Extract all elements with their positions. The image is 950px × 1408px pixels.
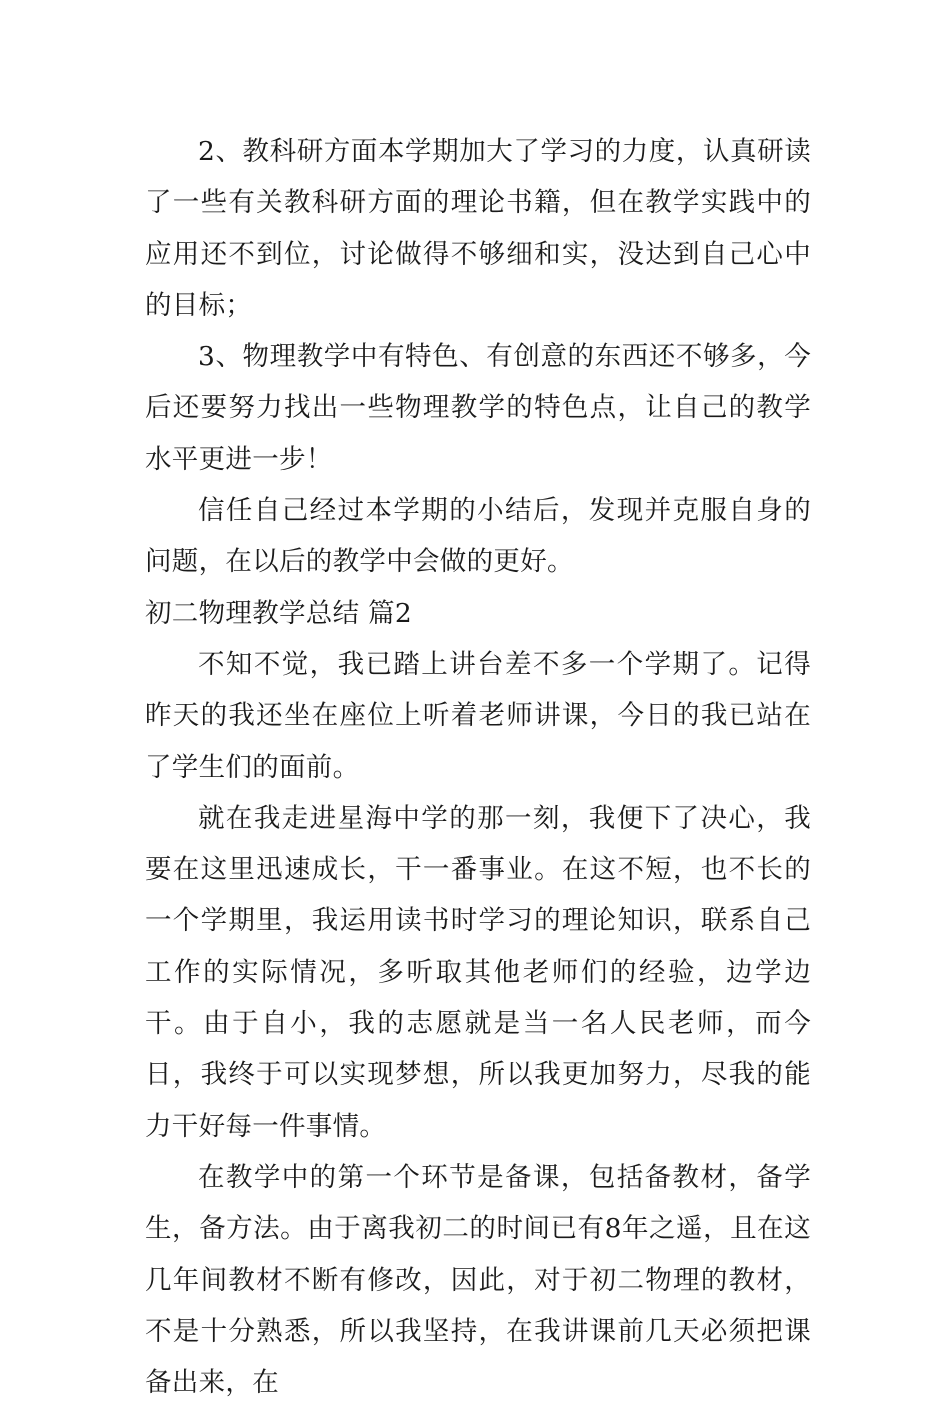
section-heading: 初二物理教学总结 篇2 bbox=[145, 597, 413, 629]
paragraph-resolution: 就在我走进星海中学的那一刻，我便下了决心，我要在这里迅速成长，干一番事业。在这不短，也不长的一个学期里，我运用读书时学习的理论知识，联系自己工作的实际情况，多听取其他老师们的经验，边学边干。由于自小，我的志愿就是当一名人民老师，而今日，我终于可以实现梦想，所以我更加努力，尽我的能力干好每一件事情。 bbox=[145, 802, 811, 1142]
paragraph-physics-features: 3、物理教学中有特色、有创意的东西还不够多，今后还要努力找出一些物理教学的特色点，让自己的教学水平更进一步！ bbox=[145, 341, 811, 475]
document-body bbox=[145, 126, 811, 1408]
paragraph-research: 2、教科研方面本学期加大了学习的力度，认真研读了一些有关教科研方面的理论书籍，但在教学实践中的应用还不到位，讨论做得不够细和实，没达到自己心中的目标； bbox=[145, 136, 811, 321]
paragraph-self-trust: 信任自己经过本学期的小结后，发现并克服自身的问题，在以后的教学中会做的更好。 bbox=[145, 495, 811, 578]
paragraph-first-semester: 不知不觉，我已踏上讲台差不多一个学期了。记得昨天的我还坐在座位上听着老师讲课，今日的我已站在了学生们的面前。 bbox=[145, 648, 811, 783]
paragraph-lesson-prep: 在教学中的第一个环节是备课，包括备教材，备学生，备方法。由于离我初二的时间已有8年之遥，且在这几年间教材不断有修改，因此，对于初二物理的教材，不是十分熟悉，所以我坚持，在我讲课前几天必须把课备出来，在 bbox=[145, 1161, 811, 1399]
